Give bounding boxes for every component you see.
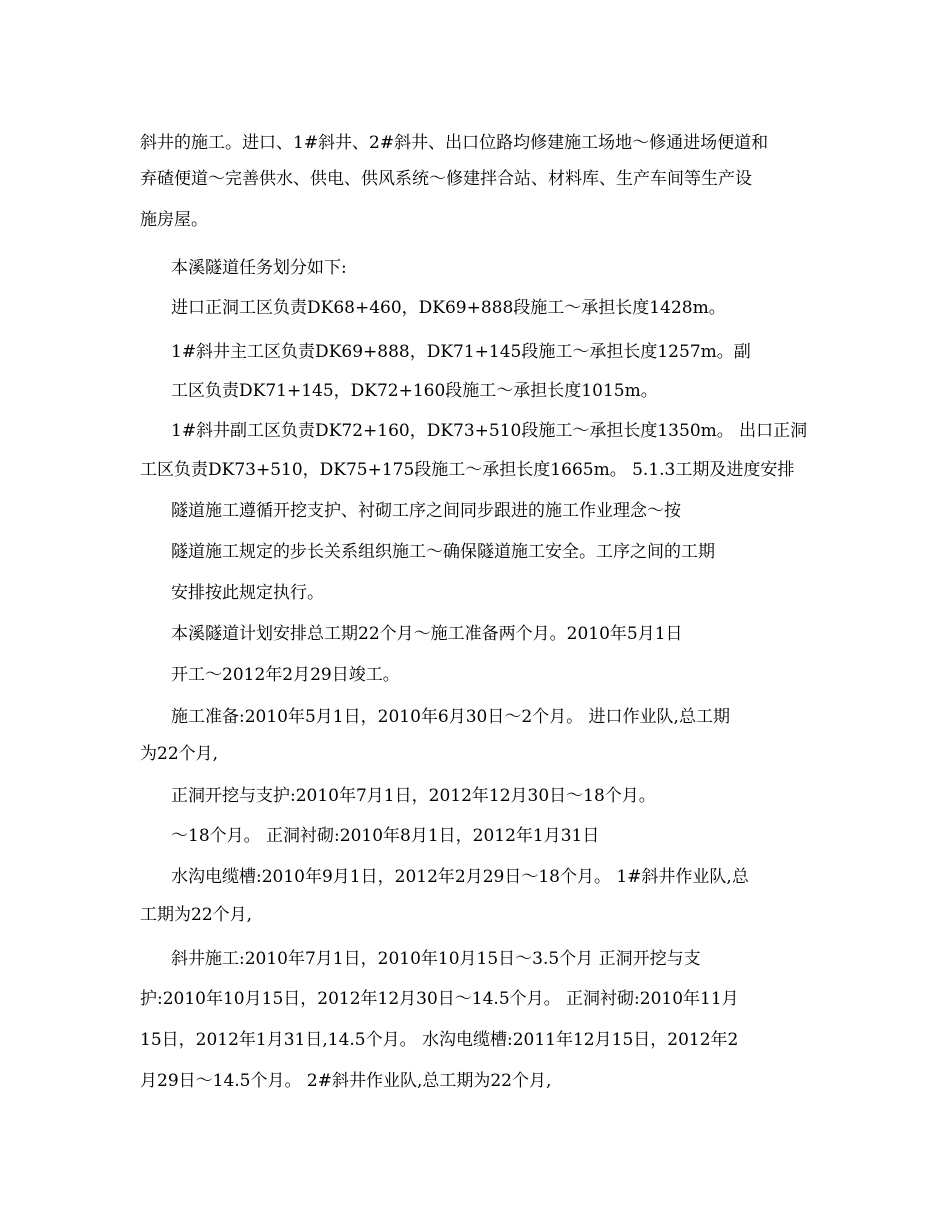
text-line: 开工～2012年2月29日竣工。 [171,665,400,685]
text-line: 护:2010年10月15日，2012年12月30日～14.5个月。 正洞衬砌:2010年11月 [140,989,739,1009]
text-line: 本溪隧道任务划分如下: [171,258,347,278]
text-line: 隧道施工遵循开挖支护、衬砌工序之间同步跟进的施工作业理念～按 [171,501,681,521]
text-line: 弃碴便道～完善供水、供电、供风系统～修建拌合站、材料库、生产车间等生产设 [140,169,752,189]
text-line: ～18个月。 正洞衬砌:2010年8月1日，2012年1月31日 [171,826,600,846]
text-line: 本溪隧道计划安排总工期22个月～施工准备两个月。2010年5月1日 [171,624,683,644]
text-line: 月29日～14.5个月。 2#斜井作业队,总工期为22个月, [140,1071,552,1091]
text-line: 工区负责DK73+510，DK75+175段施工～承担长度1665m。 5.1.3工期及进度安排 [140,460,795,480]
text-line: 15日，2012年1月31日,14.5个月。 水沟电缆槽:2011年12月15日，2012年2 [140,1030,739,1050]
text-line: 1#斜井主工区负责DK69+888，DK71+145段施工～承担长度1257m。副 [171,342,751,362]
text-line: 水沟电缆槽:2010年9月1日，2012年2月29日～18个月。 1#斜井作业队,总 [171,867,749,887]
text-line: 隧道施工规定的步长关系组织施工～确保隧道施工安全。工序之间的工期 [171,542,715,562]
text-line: 斜井施工:2010年7月1日，2010年10月15日～3.5个月 正洞开挖与支 [171,949,701,969]
text-line: 正洞开挖与支护:2010年7月1日，2012年12月30日～18个月。 [171,786,656,806]
text-line: 安排按此规定执行。 [171,583,324,603]
text-line: 1#斜井副工区负责DK72+160，DK73+510段施工～承担长度1350m。 出口正洞 [171,421,808,441]
text-line: 工期为22个月, [140,905,253,925]
text-line: 斜井的施工。进口、1#斜井、2#斜井、出口位路均修建施工场地～修通进场便道和 [140,133,769,153]
text-line: 工区负责DK71+145，DK72+160段施工～承担长度1015m。 [171,381,658,401]
text-line: 进口正洞工区负责DK68+460，DK69+888段施工～承担长度1428m。 [171,298,726,318]
text-line: 施工准备:2010年5月1日，2010年6月30日～2个月。 进口作业队,总工期 [171,707,730,727]
text-line: 为22个月, [140,744,219,764]
text-line: 施房屋。 [140,210,208,230]
